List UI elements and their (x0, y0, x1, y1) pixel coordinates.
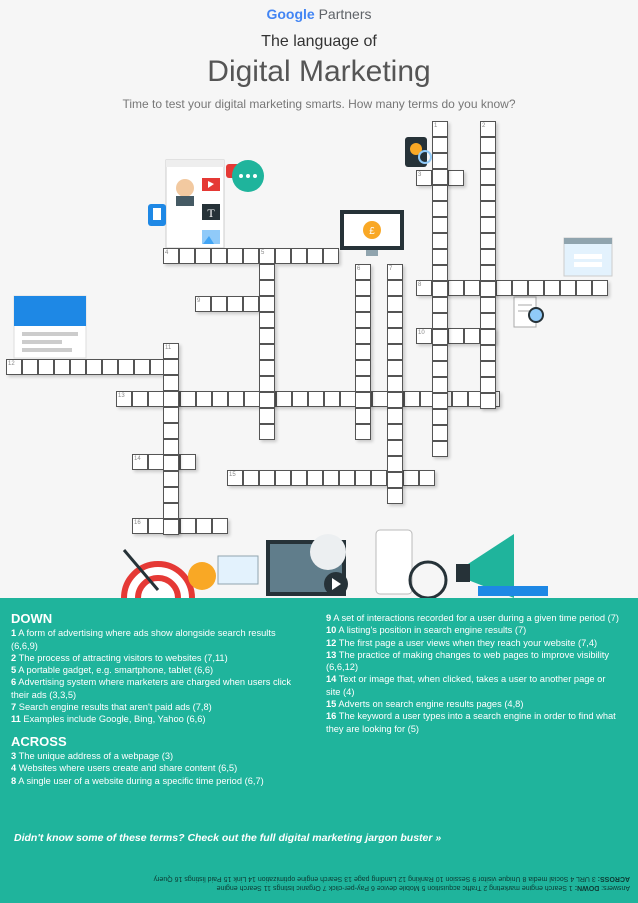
clue-number-11: 11 (165, 345, 172, 351)
clues-panel (0, 598, 638, 903)
crossword-cell[interactable] (480, 361, 496, 377)
crossword-cell[interactable] (528, 280, 544, 296)
clue-down-7: 7 Search engine results that aren't paid ads (7,8) (11, 702, 212, 713)
monitor-illustration (338, 208, 408, 260)
crossword-cell[interactable] (291, 248, 307, 264)
crossword-cell[interactable] (212, 518, 228, 534)
crossword-cell[interactable] (148, 391, 164, 407)
clue-number-1: 1 (434, 123, 438, 129)
crossword-cell[interactable] (163, 455, 179, 471)
crossword-cell[interactable] (432, 329, 448, 345)
crossword-cell[interactable] (86, 359, 102, 375)
crossword-cell[interactable] (496, 280, 512, 296)
crossword-cell[interactable] (480, 169, 496, 185)
clue-number-3: 3 (418, 172, 422, 178)
crossword-cell[interactable] (355, 280, 371, 296)
crossword-cell[interactable] (291, 470, 307, 486)
crossword-cell[interactable] (243, 470, 259, 486)
crossword-cell[interactable] (259, 360, 275, 376)
crossword-cell[interactable] (432, 201, 448, 217)
crossword-cell[interactable] (448, 328, 464, 344)
crossword-cell[interactable] (371, 470, 387, 486)
crossword-cell[interactable] (355, 328, 371, 344)
crossword-cell[interactable] (448, 170, 464, 186)
crossword-cell[interactable] (292, 391, 308, 407)
crossword-cell[interactable] (592, 280, 608, 296)
crossword-cell[interactable] (259, 280, 275, 296)
crossword-cell[interactable] (259, 376, 275, 392)
crossword-cell[interactable] (243, 296, 259, 312)
crossword-cell[interactable] (307, 470, 323, 486)
crossword-cell[interactable] (355, 408, 371, 424)
clue-number-5: 5 (261, 250, 265, 256)
crossword-cell[interactable] (387, 440, 403, 456)
crossword-cell[interactable] (480, 377, 496, 393)
crossword-cell[interactable] (387, 312, 403, 328)
clue-across-13: 13 The practice of making changes to web pages to improve visibility (6,6,12) (326, 649, 610, 673)
crossword-cell[interactable] (259, 408, 275, 424)
crossword-cell[interactable] (432, 393, 448, 409)
crossword-cell[interactable] (432, 345, 448, 361)
crossword-cell[interactable] (387, 360, 403, 376)
clue-number-10: 10 (418, 330, 425, 336)
lightbulb-search-icon (403, 135, 435, 171)
crossword-cell[interactable] (432, 265, 448, 281)
page-kicker: The language of (261, 33, 377, 50)
crossword-cell[interactable] (432, 185, 448, 201)
crossword-cell[interactable] (163, 439, 179, 455)
clue-across-4: 4 Websites where users create and share content (6,5) (11, 763, 238, 774)
clue-number-6: 6 (357, 266, 361, 272)
crossword-cell[interactable] (464, 280, 480, 296)
jargon-buster-link[interactable]: Didn't know some of these terms? Check out the full digital marketing jargon buster » (14, 832, 442, 844)
crossword-cell[interactable] (134, 359, 150, 375)
crossword-cell[interactable] (387, 376, 403, 392)
crossword-cell[interactable] (22, 359, 38, 375)
document-magnifier-icon (512, 295, 548, 333)
crossword-cell[interactable] (372, 391, 388, 407)
crossword-cell[interactable] (432, 233, 448, 249)
crossword-cell[interactable] (227, 248, 243, 264)
crossword-cell[interactable] (148, 518, 164, 534)
crossword-cell[interactable] (54, 359, 70, 375)
crossword-cell[interactable] (576, 280, 592, 296)
crossword-cell[interactable] (163, 407, 179, 423)
crossword-cell[interactable] (387, 328, 403, 344)
crossword-cell[interactable] (512, 280, 528, 296)
clue-down-1: 1 A form of advertising where ads show alongside search results (6,6,9) (11, 628, 276, 651)
crossword-cell[interactable] (355, 360, 371, 376)
crossword-cell[interactable] (323, 248, 339, 264)
crossword-cell[interactable] (480, 153, 496, 169)
crossword-cell[interactable] (432, 425, 448, 441)
crossword-cell[interactable] (480, 137, 496, 153)
clue-across-15: 15 Adverts on search engine results pages (4,8) (326, 699, 524, 710)
answers-down: Answers: DOWN: 1 Search engine marketing 2 Traffic acquisition 5 Mobile device 6 Pay-per-click 7 Organic listings 11 Search engine (216, 884, 630, 891)
crossword-cell[interactable] (211, 248, 227, 264)
crossword-cell[interactable] (387, 280, 403, 296)
svg-text:£: £ (369, 226, 375, 237)
clue-number-16: 16 (134, 520, 141, 526)
crossword-cell[interactable] (432, 441, 448, 457)
crossword-cell[interactable] (212, 391, 228, 407)
crossword-cell[interactable] (180, 454, 196, 470)
crossword-cell[interactable] (163, 375, 179, 391)
crossword-cell[interactable] (387, 344, 403, 360)
crossword-cell[interactable] (163, 487, 179, 503)
crossword-cell[interactable] (163, 359, 179, 375)
clue-across-12: 12 The first page a user views when they reach your website (7,4) (326, 637, 598, 648)
chat-bubble-icon (228, 158, 268, 198)
clue-number-8: 8 (418, 282, 422, 288)
crossword-cell[interactable] (38, 359, 54, 375)
clue-down-6: 6 Advertising system where marketers are charged when users click their ads (3,3,5) (11, 677, 292, 700)
page-subtitle: Time to test your digital marketing smarts. How many terms do you know? (122, 97, 516, 111)
clues-column-right (326, 612, 620, 735)
crossword-cell[interactable] (276, 391, 292, 407)
crossword-cell[interactable] (480, 185, 496, 201)
clue-number-12: 12 (8, 361, 15, 367)
clue-across-9: 9 A set of interactions recorded for a user during a given time period (7) (326, 613, 620, 623)
crossword-cell[interactable] (480, 329, 496, 345)
google-partners-logo: Google Partners (266, 6, 372, 22)
clue-number-4: 4 (165, 250, 169, 256)
crossword-cell[interactable] (355, 312, 371, 328)
crossword-cell[interactable] (163, 519, 179, 535)
answers-across: ACROSS: 3 URL 4 Social media 8 Unique visitor 9 Session 10 Ranking 12 Landing page 13 Search engine optimization 14 Link 15 Paid listings 16 Query (153, 875, 630, 882)
crossword-cell[interactable] (324, 391, 340, 407)
clue-across-14: 14 Text or image that, when clicked, takes a user to another page or site (4) (326, 674, 606, 697)
crossword-cell[interactable] (480, 345, 496, 361)
crossword-cell[interactable] (419, 470, 435, 486)
crossword-cell[interactable] (339, 470, 355, 486)
clue-number-15: 15 (229, 472, 236, 478)
crossword-cell[interactable] (387, 472, 403, 488)
login-window-illustration (562, 236, 614, 280)
clue-across-10: 10 A listing's position in search engine results (7) (326, 625, 527, 636)
crossword-cell[interactable] (180, 518, 196, 534)
crossword-cell[interactable] (102, 359, 118, 375)
clue-across-16: 16 The keyword a user types into a search engine in order to find what they are looking for (5) (326, 711, 616, 734)
clue-number-14: 14 (134, 456, 141, 462)
crossword-cell[interactable] (307, 248, 323, 264)
crossword-cell[interactable] (480, 281, 496, 297)
crossword-cell[interactable] (323, 470, 339, 486)
crossword-cell[interactable] (227, 296, 243, 312)
clue-number-2: 2 (482, 123, 486, 129)
crossword-cell[interactable] (211, 296, 227, 312)
crossword-cell[interactable] (404, 391, 420, 407)
crossword-cell[interactable] (432, 313, 448, 329)
crossword-cell[interactable] (387, 456, 403, 472)
crossword-cell[interactable] (70, 359, 86, 375)
crossword-cell[interactable] (432, 153, 448, 169)
crossword-cell[interactable] (432, 249, 448, 265)
crossword-cell[interactable] (403, 470, 419, 486)
crossword-cell[interactable] (355, 470, 371, 486)
crossword-cell[interactable] (432, 217, 448, 233)
svg-text:T: T (207, 206, 215, 220)
answers-upside-down (8, 874, 630, 892)
crossword-cell[interactable] (259, 424, 275, 440)
crossword-cell[interactable] (448, 280, 464, 296)
crossword-cell[interactable] (480, 265, 496, 281)
crossword-cell[interactable] (480, 249, 496, 265)
crossword-cell[interactable] (163, 391, 179, 407)
crossword-cell[interactable] (163, 503, 179, 519)
crossword-cell[interactable] (387, 488, 403, 504)
across-heading: ACROSS (11, 733, 67, 749)
crossword-cell[interactable] (432, 281, 448, 297)
crossword-cell[interactable] (432, 409, 448, 425)
clue-number-13: 13 (118, 393, 125, 399)
crossword-cell[interactable] (432, 377, 448, 393)
clues-column-left (11, 613, 301, 787)
crossword-cell[interactable] (355, 344, 371, 360)
crossword-cell[interactable] (118, 359, 134, 375)
clue-number-9: 9 (197, 298, 201, 304)
crossword-cell[interactable] (355, 376, 371, 392)
crossword-cell[interactable] (560, 280, 576, 296)
page-title: Digital Marketing (207, 55, 431, 88)
crossword-cell[interactable] (480, 313, 496, 329)
crossword-cell[interactable] (480, 201, 496, 217)
crossword-cell[interactable] (387, 408, 403, 424)
crossword-cell[interactable] (179, 248, 195, 264)
clue-number-7: 7 (389, 266, 393, 272)
clue-across-8: 8 A single user of a website during a specific time period (6,7) (11, 775, 264, 786)
clue-down-5: 5 A portable gadget, e.g. smartphone, tablet (6,6) (11, 665, 214, 676)
crossword-cell[interactable] (259, 392, 275, 408)
clue-across-3: 3 The unique address of a webpage (3) (11, 750, 174, 761)
crossword-cell[interactable] (180, 391, 196, 407)
crossword-cell[interactable] (387, 296, 403, 312)
crossword-cell[interactable] (452, 391, 468, 407)
crossword-cell[interactable] (387, 424, 403, 440)
crossword-cell[interactable] (195, 248, 211, 264)
crossword-cell[interactable] (355, 392, 371, 408)
crossword-cell[interactable] (387, 392, 403, 408)
down-clue-list (11, 627, 301, 725)
crossword-cell[interactable] (196, 518, 212, 534)
crossword-cell[interactable] (308, 391, 324, 407)
crossword-cell[interactable] (259, 296, 275, 312)
crossword-cell[interactable] (355, 424, 371, 440)
crossword-cell[interactable] (148, 454, 164, 470)
crossword-cell[interactable] (355, 296, 371, 312)
crossword-cell[interactable] (432, 297, 448, 313)
crossword-cell[interactable] (259, 470, 275, 486)
crossword-cell[interactable] (259, 264, 275, 280)
crossword-cell[interactable] (259, 312, 275, 328)
crossword-cell[interactable] (259, 328, 275, 344)
clue-down-2: 2 The process of attracting visitors to websites (7,11) (11, 652, 228, 663)
crossword-cell[interactable] (432, 361, 448, 377)
crossword-cell[interactable] (544, 280, 560, 296)
crossword-cell[interactable] (275, 470, 291, 486)
crossword-cell[interactable] (243, 248, 259, 264)
crossword-cell[interactable] (340, 391, 356, 407)
crossword-cell[interactable] (163, 471, 179, 487)
crossword-cell[interactable] (480, 393, 496, 409)
crossword-cell[interactable] (480, 217, 496, 233)
crossword-cell[interactable] (132, 391, 148, 407)
crossword-cell[interactable] (244, 391, 260, 407)
webpage-illustration (12, 294, 90, 362)
crossword-cell[interactable] (480, 233, 496, 249)
down-heading: DOWN (11, 611, 53, 626)
crossword-cell[interactable] (432, 137, 448, 153)
crossword-cell[interactable] (480, 297, 496, 313)
clue-down-11: 11 Examples include Google, Bing, Yahoo (6,6) (11, 714, 206, 725)
crossword-cell[interactable] (432, 169, 448, 185)
crossword-cell[interactable] (464, 328, 480, 344)
crossword-cell[interactable] (163, 423, 179, 439)
crossword-cell[interactable] (275, 248, 291, 264)
crossword-cell[interactable] (196, 391, 212, 407)
crossword-cell[interactable] (228, 391, 244, 407)
crossword-cell[interactable] (259, 344, 275, 360)
